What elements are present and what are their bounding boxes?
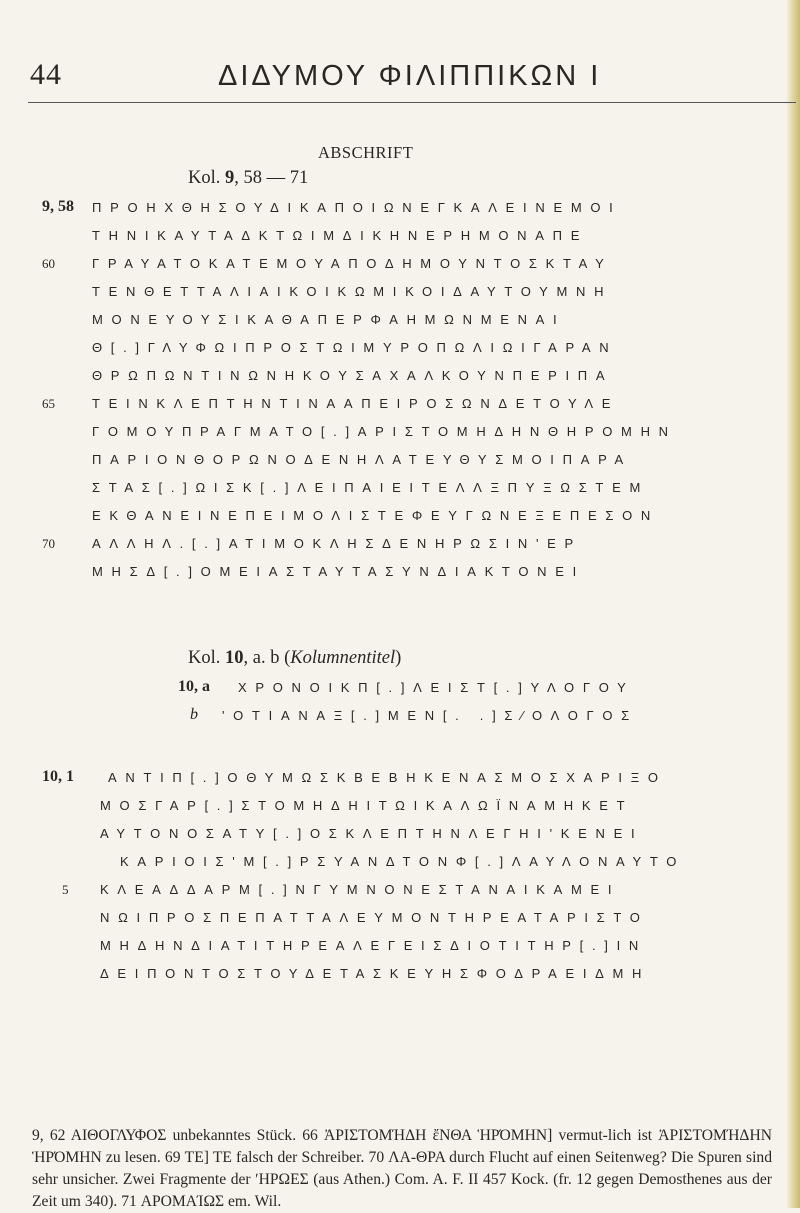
kol10-sub: , a. b	[243, 648, 280, 668]
kol9-line: ΤΗΝΙΚΑΥΤΑΔΚΤΩΙΜΔΙΚΗΝΕΡΗΜΟΝΑΠΕ	[92, 228, 589, 243]
kol9-line: ΜΟΝΕΥΟΥΣΙΚΑΘΑΠΕΡΦΑΗΜΩΝΜΕΝΑΙ	[92, 312, 566, 327]
kol9-line: ΤΕΝΘΕΤΤΑΛΙΑΙΚΟΙΚΩΜΙΚΟΙΔΑΥΤΟΥΜΝΗ	[92, 284, 613, 299]
kol10-line: 5 ΚΛΕΑΔΔΑΡΜ[.]ΝΓΥΜΝΟΝΕΣΤΑΝΑΙΚΑΜΕΙ	[62, 882, 621, 897]
kol9-number: 9	[225, 168, 235, 188]
kol10-line: ΔΕΙΠΟΝΤΟΣΤΟΥΔΕΤΑΣΚΕΥΗΣΦΟΔΡΑΕΙΔΜΗ	[100, 966, 651, 981]
page-number: 44	[30, 58, 62, 91]
kol10-line: ΑΥΤΟΝΟΣΑΤΥ[.]ΟΣΚΛΕΠΤΗΝΛΕΓΗΙ'ΚΕΝΕΙ	[100, 826, 644, 841]
kol9-line: ΠΑΡΙΟΝΘΟΡΩΝΟΔΕΝΗΛΑΤΕΥΘΥΣΜΟΙΠΑΡΑ	[92, 452, 632, 467]
kol10-heading: Kol. 10, a. b (Kolumnentitel)	[188, 648, 402, 668]
kol9-line: Θ[.]ΓΛΥΦΩΙΠΡΟΣΤΩΙΜΥΡΟΠΩΛΙΩΙΓΑΡΑΝ	[92, 340, 618, 355]
kol10-title-line: b 'ΟΤΙΑΝΑΞ[.]ΜΕΝ[. .]Σ⁄ΟΛΟΓΟΣ	[190, 706, 638, 723]
kol9-label: Kol.	[188, 168, 221, 188]
kol10-line: 10, 1 ΑΝΤΙΠ[.]ΟΘΥΜΩΣΚΒΕΒΗΚΕΝΑΣΜΟΣΧΑΡΙΞΟ	[42, 768, 667, 785]
kol9-range: , 58 — 71	[234, 168, 309, 188]
header-rule	[28, 102, 796, 103]
kol10-label: Kol.	[188, 648, 221, 668]
running-title: ΔΙΔΥΜΟΥ ΦΙΛΙΠΠΙΚΩΝ Ι	[218, 60, 602, 92]
kol10-paren: Kolumnentitel	[290, 648, 396, 668]
kol10-line: ΝΩΙΠΡΟΣΠΕΠΑΤΤΑΛΕΥΜΟΝΤΗΡΕΑΤΑΡΙΣΤΟ	[100, 910, 649, 925]
kol9-line: 60 ΓΡΑΥΑΤΟΚΑΤΕΜΟΥΑΠΟΔΗΜΟΥΝΤΟΣΚΤΑΥ	[42, 256, 613, 271]
kol9-line: ΓΟΜΟΥΠΡΑΓΜΑΤΟ[.]ΑΡΙΣΤΟΜΗΔΗΝΘΗΡΟΜΗΝ	[92, 424, 677, 439]
kol9-line: ΕΚΘΑΝΕΙΝΕΠΕΙΜΟΛΙΣΤΕΦΕΥΓΩΝΕΞΕΠΕΣΟΝ	[92, 508, 660, 523]
kol9-line: ΣΤΑΣ[.]ΩΙΣΚ[.]ΛΕΙΠΑΙΕΙΤΕΛΛΞΠΥΞΩΣΤΕΜ	[92, 480, 649, 495]
kol9-line: ΜΗΣΔ[.]ΟΜΕΙΑΣΤΑΥΤΑΣΥΝΔΙΑΚΤΟΝΕΙ	[92, 564, 585, 579]
apparatus-footnote: 9, 62 ΑΙΘΟΓΛΥΦΟΣ unbekanntes Stück. 66 ἈΡΙΣΤΟΜΉΔΗ ἔΝΘΑ ἩΡΌΜΗΝ] vermut-lich ist ἈΡΙΣΤΟΜΉΔΗΝ ἩΡΌΜΗΝ zu lesen. 69 ΤΕ] ΤΕ falsch der Schreiber. 70 ΛΑ-ΘΡΑ durch Flucht auf einen Seitenweg? Die Spuren sind sehr unsicher. Zwei Fragmente der ʹΗΡΩΕΣ (aus Athen.) Com. A. F. II 457 Kock. (fr. 12 gegen Demosthenes aus der Zeit um 340). 71 ΑΡΟΜΑΊΩΣ em. Wil.	[32, 1127, 772, 1210]
page-edge	[786, 0, 800, 1208]
kol10-title-line: 10, a ΧΡΟΝΟΙΚΠ[.]ΛΕΙΣΤ[.]ΥΛΟΓΟΥ	[178, 678, 635, 695]
kol9-line: 65 ΤΕΙΝΚΛΕΠΤΗΝΤΙΝΑΑΠΕΙΡΟΣΩΝΔΕΤΟΥΛΕ	[42, 396, 620, 411]
kol10-line: ΜΟΣΓΑΡ[.]ΣΤΟΜΗΔΗΙΤΩΙΚΑΛΩΪΝΑΜΗΚΕΤ	[100, 798, 634, 813]
kol10-number: 10	[225, 648, 244, 668]
kol9-line: ΘΡΩΠΩΝΤΙΝΩΝΗΚΟΥΣΑΧΑΛΚΟΥΝΠΕΡΙΠΑ	[92, 368, 614, 383]
kol9-heading	[188, 168, 308, 189]
kol9-line: 70 ΑΛΛΗΛ.[.]ΑΤΙΜΟΚΛΗΣΔΕΝΗΡΩΣΙΝ'ΕΡ	[42, 536, 582, 551]
kol10-line: ΜΗΔΗΝΔΙΑΤΙΤΗΡΕΑΛΕΓΕΙΣΔΙΟΤΙΤΗΡ[.]ΙΝ	[100, 938, 648, 953]
kol10-line: ΚΑΡΙΟΙΣ'Μ[.]ΡΣΥΑΝΔΤΟΝΦ[.]ΛΑΥΛΟΝΑΥΤΟ	[120, 854, 686, 869]
kol9-line: 9, 58 ΠΡΟΗΧΘΗΣΟΥΔΙΚΑΠΟΙΩΝΕΓΚΑΛΕΙΝΕΜΟΙ	[42, 198, 622, 215]
section-title: ABSCHRIFT	[318, 143, 414, 162]
